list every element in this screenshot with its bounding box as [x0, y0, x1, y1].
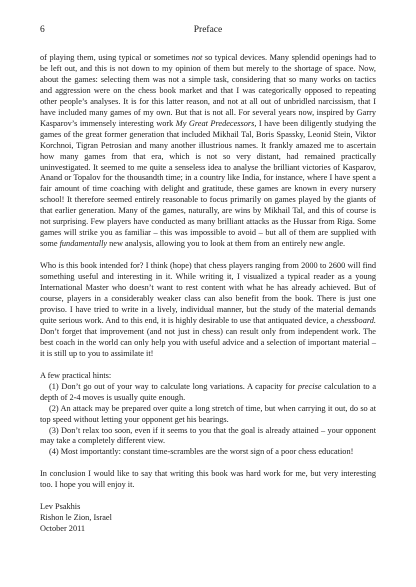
text-run: so typical devices. Many splendid openings had to be left out, and this is not down to my opinion of them but merely to the shortage of space. Now, about the games: selecting them was not a simple task, considering that so many works on tactics and aggression were on the chess book market and that I was categorically opposed to repeating other people’s analyses. It is for this latter reason, and not at all out of unbridled narcissism, that I have included many games of my own. But that is not all. For several years now, inspired by Garry Kasparov’s immensely interesting work [40, 53, 376, 128]
hint-1 [40, 382, 376, 404]
paragraph-gap [40, 360, 376, 371]
text-run: new analysis, allowing you to look at them from an entirely new angle. [107, 239, 346, 249]
hint-3: (3) Don’t relax too soon, even if it seems to you that the goal is already attained – your opponent may take a completely different view. [40, 425, 376, 446]
emphasis-precise: precise [297, 381, 322, 391]
text-run: Don’t forget that improvement (and not just in chess) can result only from independent work. The best coach in the world can only help you with useful advice and a selection of important material – it is still up to you to assimilate it! [40, 326, 376, 358]
text-run: calculation to a depth of 2-4 moves is usually quite enough. [40, 381, 376, 402]
paragraph-gap [40, 250, 376, 261]
paragraph-gap [40, 458, 376, 469]
paragraph-intended-audience [40, 261, 376, 360]
signature-name: Lev Psakhis [40, 502, 81, 512]
emphasis-not: not [191, 53, 203, 62]
running-head: Preface [193, 25, 223, 35]
emphasis-chessboard: chessboard. [336, 315, 376, 325]
text-run: (1) Don’t go out of your way to calculate long variations. A capacity for [49, 381, 298, 391]
hint-2: (2) An attack may be prepared over quite a long stretch of time, but when carrying it out, do so at top speed without letting your opponent get his bearings. [40, 403, 376, 424]
hints-intro: A few practical hints: [40, 370, 112, 380]
paragraph-openings-and-games [40, 53, 376, 250]
emphasis-fundamentally: fundamentally [59, 239, 108, 249]
paragraph-conclusion: In conclusion I would like to say that writing this book was hard work for me, but very interesting too. I hope you will enjoy it. [40, 469, 376, 490]
paragraph-gap [40, 491, 376, 502]
text-run: Who is this book intended for? I think (hope) that chess players ranging from 2000 to 2600 will find something useful and interesting in it. While writing it, I visualized a typical reader as a young International Master who doesn’t want to rest content with what he has already achieved. But of course, players in a considerably weaker class can also benefit from the book. There is just one proviso. I have tried to write in a lively, individual manner, but the study of the material demands quite serious work. And to this end, it is highly desirable to use that antiquated device, a [40, 261, 376, 325]
text-run: I have been diligently studying the games of the great former generation that included Mikhail Tal, Boris Spassky, Leonid Stein, Viktor Korchnoi, Tigran Petrosian and many another illustrious names. It frankly amazed me to ascertain how many games from that era, which is not so very distant, had remained practically uninvestigated. It seemed to me quite a senseless idea to analyse the brilliant victories of Kasparov, Anand or Topalov for the thousandth time; in a country like India, for instance, where I have spent a fair amount of time coaching with delight and gratitude, these games are known in every nursery school! It therefore seemed entirely reasonable to focus primarily on games played by the giants of that earlier generation. Many of the games, naturally, are wins by Mikhail Tal, and this of course is not surprising. Few players have conducted as many brilliant attacks as the Hussar from Riga. Some games will strike you as familiar – this was impossible to avoid – but all of them are supplied with some [40, 118, 377, 249]
hint-4: (4) Most importantly: constant time-scrambles are the worst sign of a poor chess education! [49, 447, 354, 457]
signature-date: October 2011 [40, 524, 86, 534]
text-run: of playing them, using typical or sometimes [40, 53, 192, 62]
page-number: 6 [40, 25, 45, 35]
book-title-my-great-predecessors: My Great Predecessors, [175, 118, 257, 128]
page-body [40, 53, 376, 535]
signature-place: Rishon le Zion, Israel [40, 513, 112, 523]
